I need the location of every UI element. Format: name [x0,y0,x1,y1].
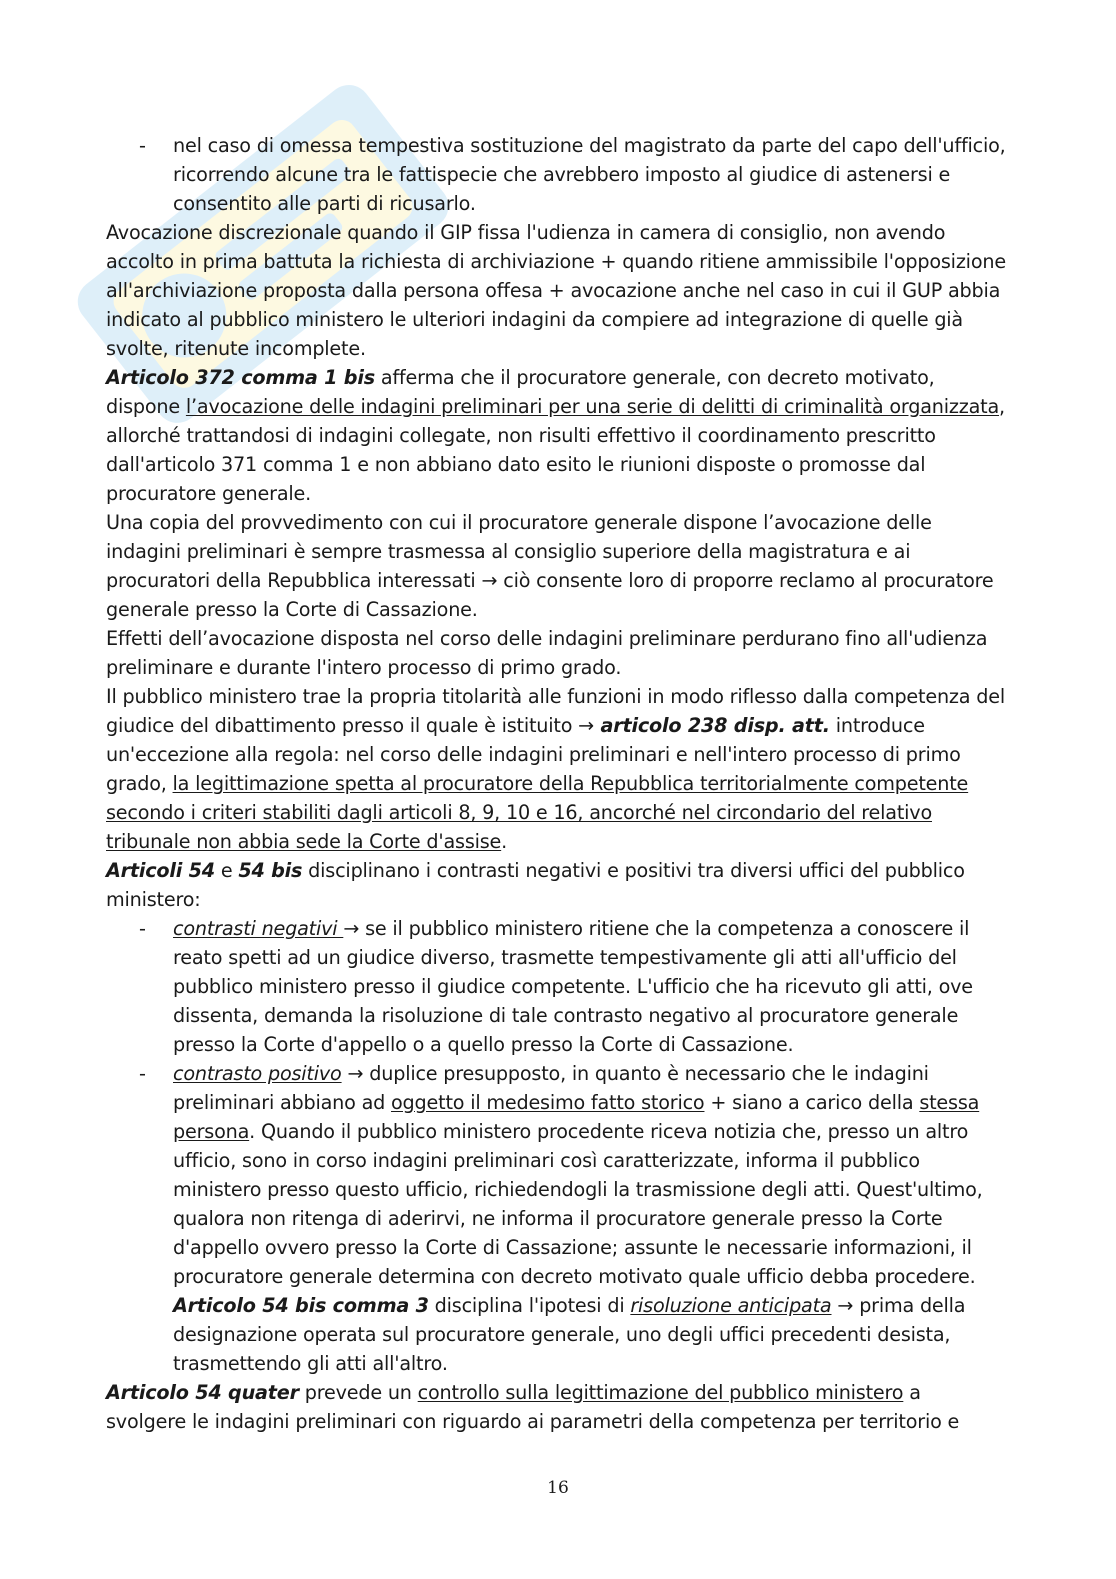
article-reference: 54 bis [238,859,303,882]
arrow-right-icon: → [837,1294,854,1317]
list-item-contrasti-negativi: - contrasti negativi → se il pubblico ministero ritiene che la competenza a conoscere il reato spetti ad un giudice diverso, trasmette tempestivamente gli atti all'ufficio del pubblico ministero presso il giudice competente. L'ufficio che ha ricevuto gli atti, ove dissenta, demanda la risoluzione di tale contrasto negativo al procuratore generale presso la Corte d'appello o a quello presso la Corte di Cassazione. [106,914,1006,1059]
article-reference: Articolo 54 quater [106,1381,299,1404]
arrow-right-icon: → [481,569,498,592]
term-contrasti-negativi: contrasti negativi [173,917,344,940]
paragraph-avocazione-discrezionale: Avocazione discrezionale quando il GIP fissa l'udienza in camera di consiglio, non avendo accolto in prima battuta la richiesta di archiviazione + quando ritiene ammissibile l'opposizione all'archiviazione proposta dalla persona offesa + avocazione anche nel caso in cui il GUP abbia indicato al pubblico ministero le ulteriori indagini da compiere ad integrazione di quelle già svolte, ritenute incomplete. [106,221,1006,360]
paragraph-articolo-372: Articolo 372 comma 1 bis afferma che il procuratore generale, con decreto motivato, dispone l’avocazione delle indagini preliminari per una serie di delitti di criminalità organizzata, allorché trattandosi di indagini collegate, non risulti effettivo il coordinamento prescritto dall'articolo 371 comma 1 e non abbiano dato esito le riunioni disposte o promosse dal procuratore generale. [106,366,1005,505]
list-dash: - [139,917,146,940]
article-reference: Articolo 372 comma 1 bis [106,366,375,389]
paragraph-articolo-54-bis-comma-3: Articolo 54 bis comma 3 disciplina l'ipotesi di risoluzione anticipata → prima della designazione operata sul procuratore generale, uno degli uffici precedenti desista, trasmettendo gli atti all'altro. [173,1294,966,1375]
document-body [106,131,1006,1436]
arrow-right-icon: → [343,917,360,940]
list-dash: - [139,134,146,157]
term-risoluzione-anticipata: risoluzione anticipata [630,1294,832,1317]
list-item-text: nel caso di omessa tempestiva sostituzione del magistrato da parte del capo dell'ufficio, ricorrendo alcune tra le fattispecie che avrebbero imposto al giudice di astenersi e consentito alle parti di ricusarlo. [173,134,1006,215]
paragraph-articoli-54: Articoli 54 e 54 bis disciplinano i contrasti negativi e positivi tra diversi uffici del pubblico ministero: [106,859,965,911]
term-contrasto-positivo: contrasto positivo [173,1062,342,1085]
underlined-text: la legittimazione spetta al procuratore della Repubblica territorialmente competente secondo i criteri stabiliti dagli articoli 8, 9, 10 e 16, ancorché nel circondario del relativo tribunale non abbia sede la Corte d'assise [106,772,969,853]
article-reference: articolo 238 disp. att. [594,714,830,737]
article-reference: Articolo 54 bis comma 3 [173,1294,429,1317]
list-dash: - [139,1062,146,1085]
arrow-right-icon: → [578,714,595,737]
paragraph-titolarita-pm: Il pubblico ministero trae la propria titolarità alle funzioni in modo riflesso dalla competenza del giudice del dibattimento presso il quale è istituito → articolo 238 disp. att. introduce un'eccezione alla regola: nel corso delle indagini preliminari e nell'intero processo di primo grado, la legittimazione spetta al procuratore della Repubblica territorialmente competente secondo i criteri stabiliti dagli articoli 8, 9, 10 e 16, ancorché nel circondario del relativo tribunale non abbia sede la Corte d'assise. [106,685,1005,853]
list-item-omessa-sostituzione [106,131,1006,218]
underlined-text: l’avocazione delle indagini preliminari per una serie di delitti di criminalità organizzata [185,395,1000,418]
arrow-right-icon: → [347,1062,364,1085]
underlined-text: oggetto il medesimo fatto storico [391,1091,705,1114]
paragraph-effetti-avocazione: Effetti dell’avocazione disposta nel corso delle indagini preliminare perdurano fino all'udienza preliminare e durante l'intero processo di primo grado. [106,627,988,679]
list-item-contrasto-positivo: - contrasto positivo → duplice presupposto, in quanto è necessario che le indagini preliminari abbiano ad oggetto il medesimo fatto storico + siano a carico della stessa persona. Quando il pubblico ministero procedente riceva notizia che, presso un altro ufficio, sono in corso indagini preliminari così caratterizzate, informa il pubblico ministero presso questo ufficio, richiedendogli la trasmissione degli atti. Quest'ultimo, qualora non ritenga di aderirvi, ne informa il procuratore generale presso la Corte d'appello ovvero presso la Corte di Cassazione; assunte le necessarie informazioni, il procuratore generale determina con decreto motivato quale ufficio debba procedere. [106,1059,1006,1291]
page-number: 16 [547,1478,569,1498]
underlined-text: controllo sulla legittimazione del pubblico ministero [417,1381,904,1404]
article-reference: Articoli 54 [106,859,215,882]
underlined-text: stessa persona [173,1091,980,1143]
paragraph-copia-provvedimento: Una copia del provvedimento con cui il procuratore generale dispone l’avocazione delle indagini preliminari è sempre trasmessa al consiglio superiore della magistratura e ai procuratori della Repubblica interessati → ciò consente loro di proporre reclamo al procuratore generale presso la Corte di Cassazione. [106,511,994,621]
paragraph-articolo-54-quater: Articolo 54 quater prevede un controllo sulla legittimazione del pubblico ministero a svolgere le indagini preliminari con riguardo ai parametri della competenza per territorio e [106,1381,960,1433]
